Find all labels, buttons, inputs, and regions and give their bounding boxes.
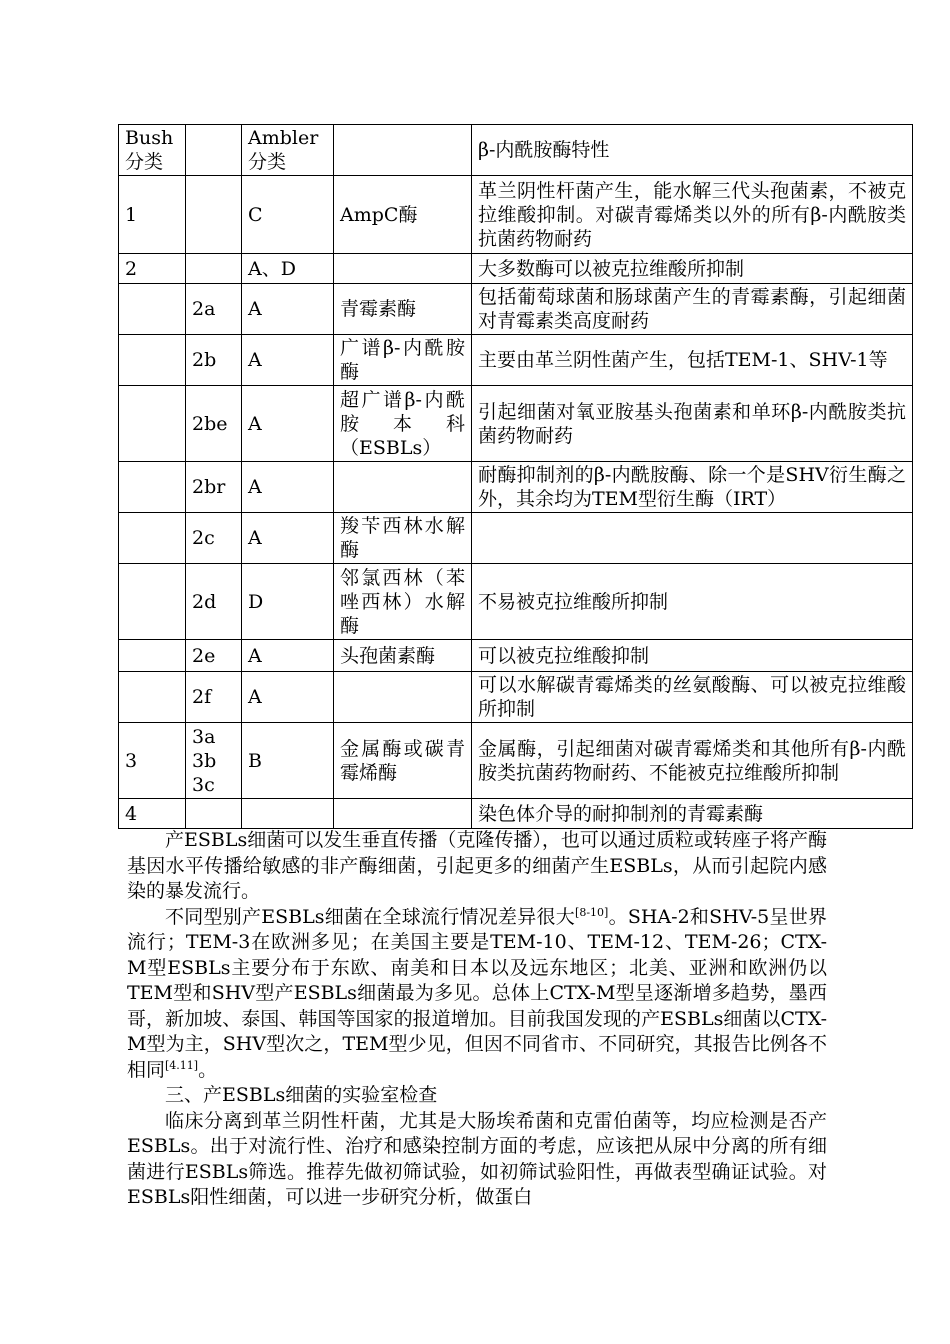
cell-ambler: A	[242, 640, 334, 672]
cell-characteristics: 大多数酶可以被克拉维酸所抑制	[472, 254, 913, 284]
cell-ambler: A	[242, 513, 334, 564]
table-row	[119, 564, 913, 640]
table-row	[119, 254, 913, 284]
cell-ambler: A	[242, 335, 334, 386]
cell-enzyme: 青霉素酶	[334, 284, 472, 335]
cell-bush	[119, 640, 186, 672]
cell-enzyme: 邻氯西林（苯唑西林）水解酶	[334, 564, 472, 640]
cell-subgroup: 2a	[186, 284, 242, 335]
table-row	[119, 176, 913, 254]
cell-bush: 4	[119, 799, 186, 829]
cell-bush: 1	[119, 176, 186, 254]
cell-subgroup: 2c	[186, 513, 242, 564]
header-ambler: Ambler 分类	[242, 125, 334, 176]
cell-characteristics: 染色体介导的耐抑制剂的青霉素酶	[472, 799, 913, 829]
table-row	[119, 723, 913, 799]
cell-ambler: C	[242, 176, 334, 254]
cell-subgroup: 2be	[186, 386, 242, 462]
paragraph-text: 。	[198, 1058, 218, 1081]
table-row	[119, 284, 913, 335]
cell-enzyme: 金属酶或碳青霉烯酶	[334, 723, 472, 799]
cell-subgroup: 2e	[186, 640, 242, 672]
cell-characteristics: 可以水解碳青霉烯类的丝氨酸酶、可以被克拉维酸所抑制	[472, 672, 913, 723]
table-row	[119, 513, 913, 564]
table-row	[119, 672, 913, 723]
table-row	[119, 335, 913, 386]
cell-subgroup: 2f	[186, 672, 242, 723]
bush-classification-table	[118, 124, 913, 829]
cell-subgroup	[186, 799, 242, 829]
cell-bush	[119, 284, 186, 335]
cell-characteristics	[472, 513, 913, 564]
paragraph	[127, 905, 827, 1084]
cell-ambler: A	[242, 386, 334, 462]
cell-ambler: B	[242, 723, 334, 799]
cell-bush	[119, 462, 186, 513]
table-header-row	[119, 125, 913, 176]
cell-characteristics: 耐酶抑制剂的β-内酰胺酶、除一个是SHV衍生酶之外，其余均为TEM型衍生酶（IRT）	[472, 462, 913, 513]
paragraph-text: 。SHA-2和SHV-5呈世界流行；TEM-3在欧洲多见；在美国主要是TEM-10、TEM-12、TEM-26；CTX-M型ESBLs主要分布于东欧、南美和日本以及远东地区；北美、亚洲和欧洲仍以TEM型和SHV型产ESBLs细菌最为多见。总体上CTX-M型呈逐渐增多趋势，墨西哥，新加坡、泰国、韩国等国家的报道增加。目前我国发现的产ESBLs细菌以CTX-M型为主，SHV型次之，TEM型少见，但因不同省市、不同研究，其报告比例各不相同	[127, 905, 828, 1081]
cell-enzyme: 头孢菌素酶	[334, 640, 472, 672]
cell-enzyme	[334, 799, 472, 829]
table-row	[119, 799, 913, 829]
cell-bush	[119, 672, 186, 723]
section-heading: 三、产ESBLs细菌的实验室检查	[165, 1084, 438, 1106]
cell-enzyme: 超广谱β-内酰胺本科（ESBLs）	[334, 386, 472, 462]
header-enzyme	[334, 125, 472, 176]
cell-enzyme	[334, 462, 472, 513]
citation: [4.11]	[165, 1058, 199, 1072]
cell-bush: 3	[119, 723, 186, 799]
cell-characteristics: 金属酶，引起细菌对碳青霉烯类和其他所有β-内酰胺类抗菌药物耐药、不能被克拉维酸所抑制	[472, 723, 913, 799]
cell-subgroup: 2b	[186, 335, 242, 386]
cell-bush	[119, 513, 186, 564]
table-row	[119, 462, 913, 513]
cell-enzyme: 羧苄西林水解酶	[334, 513, 472, 564]
cell-subgroup: 2br	[186, 462, 242, 513]
header-subgroup	[186, 125, 242, 176]
cell-ambler	[242, 799, 334, 829]
cell-ambler: D	[242, 564, 334, 640]
paragraph: 产ESBLs细菌可以发生垂直传播（克隆传播），也可以通过质粒或转座子将产酶基因水平传播给敏感的非产酶细菌，引起更多的细菌产生ESBLs，从而引起院内感染的暴发流行。	[127, 829, 827, 902]
paragraph: 临床分离到革兰阴性杆菌，尤其是大肠埃希菌和克雷伯菌等，均应检测是否产ESBLs。出于对流行性、治疗和感染控制方面的考虑，应该把从尿中分离的所有细菌进行ESBLs筛选。推荐先做初筛试验，如初筛试验阳性，再做表型确证试验。对ESBLs阳性细菌，可以进一步研究分析，做蛋白	[127, 1109, 827, 1208]
cell-ambler: A	[242, 462, 334, 513]
cell-enzyme	[334, 672, 472, 723]
cell-characteristics: 革兰阴性杆菌产生，能水解三代头孢菌素，不被克拉维酸抑制。对碳青霉烯类以外的所有β-内酰胺类抗菌药物耐药	[472, 176, 913, 254]
cell-bush: 2	[119, 254, 186, 284]
body-text	[127, 828, 827, 1211]
cell-enzyme	[334, 254, 472, 284]
header-characteristics: β-内酰胺酶特性	[472, 125, 913, 176]
cell-enzyme: 广谱β-内酰胺酶	[334, 335, 472, 386]
cell-subgroup: 3a 3b 3c	[186, 723, 242, 799]
cell-bush	[119, 564, 186, 640]
cell-subgroup	[186, 176, 242, 254]
cell-characteristics: 包括葡萄球菌和肠球菌产生的青霉素酶，引起细菌对青霉素类高度耐药	[472, 284, 913, 335]
paragraph-text: 不同型别产ESBLs细菌在全球流行情况差异很大	[165, 905, 576, 928]
cell-characteristics: 主要由革兰阴性菌产生，包括TEM-1、SHV-1等	[472, 335, 913, 386]
table-row	[119, 640, 913, 672]
cell-bush	[119, 386, 186, 462]
cell-characteristics: 不易被克拉维酸所抑制	[472, 564, 913, 640]
header-bush: Bush 分类	[119, 125, 186, 176]
cell-bush	[119, 335, 186, 386]
cell-characteristics: 引起细菌对氧亚胺基头孢菌素和单环β-内酰胺类抗菌药物耐药	[472, 386, 913, 462]
table-row	[119, 386, 913, 462]
cell-ambler: A、D	[242, 254, 334, 284]
cell-subgroup	[186, 254, 242, 284]
citation: [8-10]	[575, 905, 609, 919]
cell-ambler: A	[242, 284, 334, 335]
cell-enzyme: AmpC酶	[334, 176, 472, 254]
cell-ambler: A	[242, 672, 334, 723]
cell-subgroup: 2d	[186, 564, 242, 640]
cell-characteristics: 可以被克拉维酸抑制	[472, 640, 913, 672]
